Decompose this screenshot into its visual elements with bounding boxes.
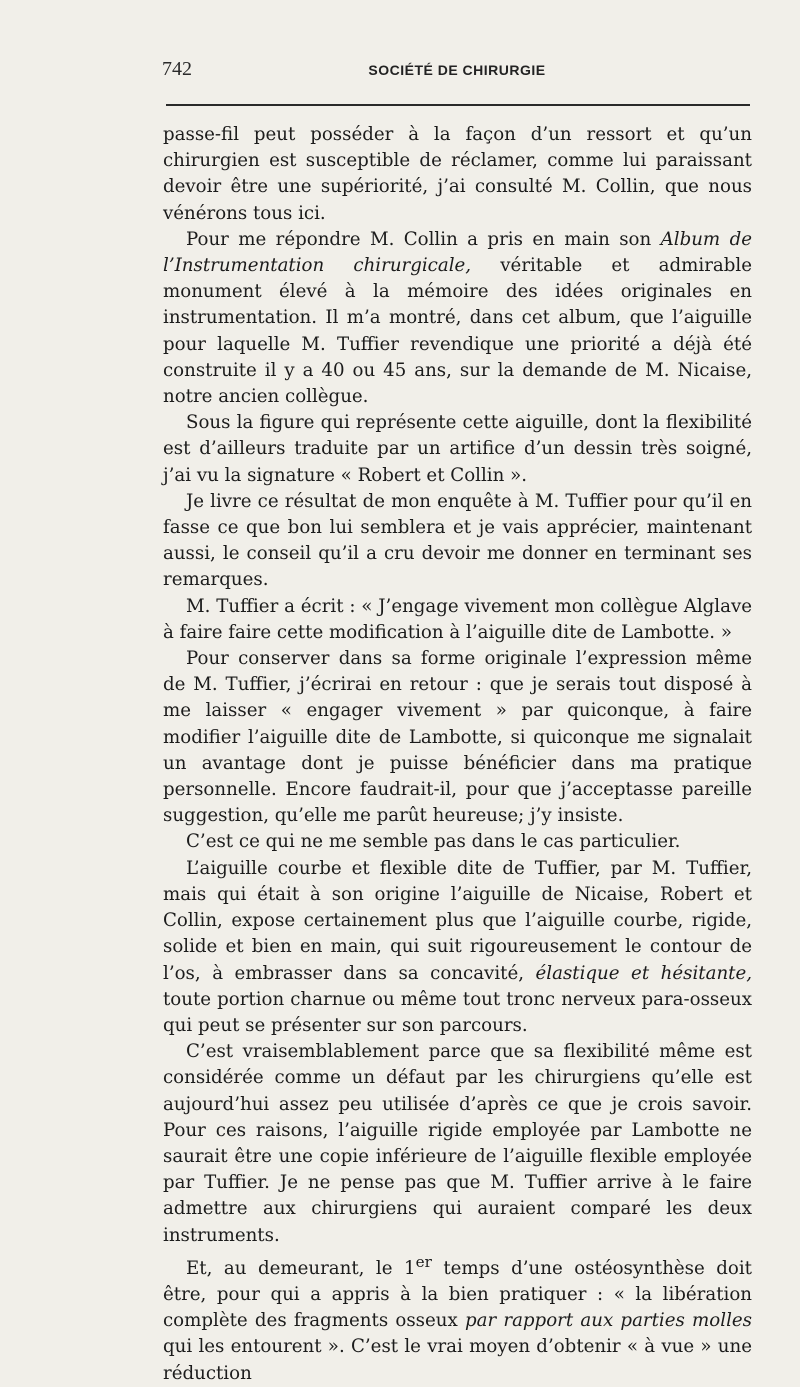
body-text xyxy=(163,122,752,1387)
paragraph-9: C’est vraisemblablement parce que sa flexibilité même est considérée comme un défaut par les chirurgiens qu’elle est aujourd’hui assez peu utilisée d’après ce que je crois savoir. Pour ces raisons, l’aiguille rigide employée par Lambotte ne saurait être une copie inférieure de l’aiguille flexible employée par Tuffier. Je ne pense pas que M. Tuffier arrive à le faire admettre aux chirurgiens qui auraient comparé les deux instruments. xyxy=(163,1041,752,1246)
paragraph-7: C’est ce qui ne me semble pas dans le cas particulier. xyxy=(186,831,681,853)
italic-phrase: élastique et hésitante, xyxy=(535,962,753,984)
paragraph-1: passe-fil peut posséder à la façon d’un ressort et qu’un chirurgien est susceptible de réclamer, comme lui paraissant devoir être une supériorité, j’ai consulté M. Collin, que nous vénérons tous ici. xyxy=(163,124,752,224)
paragraph-2: Pour me répondre M. Collin a pris en main son Album de l’Instrumentation chirurgicale, véritable et admirable monument élevé à la mémoire des idées originales en instrumentation. Il m’a montré, dans cet album, que l’aiguille pour laquelle M. Tuffier revendique une priorité a déjà été construite il y a 40 ou 45 ans, sur la demande de M. Nicaise, notre ancien collègue. xyxy=(163,228,752,408)
header-rule xyxy=(166,104,750,106)
paragraph-5: M. Tuffier a écrit : « J’engage vivement mon collègue Alglave à faire faire cette modification à l’aiguille dite de Lambotte. » xyxy=(163,595,752,643)
paragraph-6: Pour conserver dans sa forme originale l’expression même de M. Tuffier, j’écrirai en retour : que je serais tout disposé à me laisser « engager vivement » par quiconque, à faire modifier l’aiguille dite de Lambotte, si quiconque me signalait un avantage dont je puisse bénéficier dans ma pratique personnelle. Encore faudrait-il, pour que j’acceptasse pareille suggestion, qu’elle me parût heureuse; j’y insiste. xyxy=(163,648,752,827)
running-title: SOCIÉTÉ DE CHIRURGIE xyxy=(368,62,546,78)
italic-phrase: par rapport aux parties molles xyxy=(464,1310,752,1332)
page-number: 742 xyxy=(162,58,192,80)
page-header xyxy=(162,58,752,88)
paragraph-4: Je livre ce résultat de mon enquête à M. Tuffier pour qu’il en fasse ce que bon lui semblera et je vais apprécier, maintenant aussi, le conseil qu’il a cru devoir me donner en terminant ses remarques. xyxy=(163,490,752,591)
album-title: Album de l’Instrumentation chirurgicale, xyxy=(163,228,752,277)
paragraph-8: L’aiguille courbe et flexible dite de Tuffier, par M. Tuffier, mais qui était à son origine l’aiguille de Nicaise, Robert et Collin, expose certainement plus que l’aiguille courbe, rigide, solide et bien en main, qui suit rigoureusement le contour de l’os, à embrasser dans sa concavité, élastique et hésitante, toute portion charnue ou même tout tronc nerveux para-osseux qui peut se présenter sur son parcours. xyxy=(163,857,753,1036)
paragraph-3: Sous la figure qui représente cette aiguille, dont la flexibilité est d’ailleurs traduite par un artifice d’un dessin très soigné, j’ai vu la signature « Robert et Collin ». xyxy=(163,412,752,486)
paragraph-10: Et, au demeurant, le 1er temps d’une ostéosynthèse doit être, pour qui a appris à la bien pratiquer : « la libération complète des fragments osseux par rapport aux parties molles qui les entourent ». C’est le vrai moyen d’obtenir « à vue » une réduction xyxy=(163,1252,752,1384)
